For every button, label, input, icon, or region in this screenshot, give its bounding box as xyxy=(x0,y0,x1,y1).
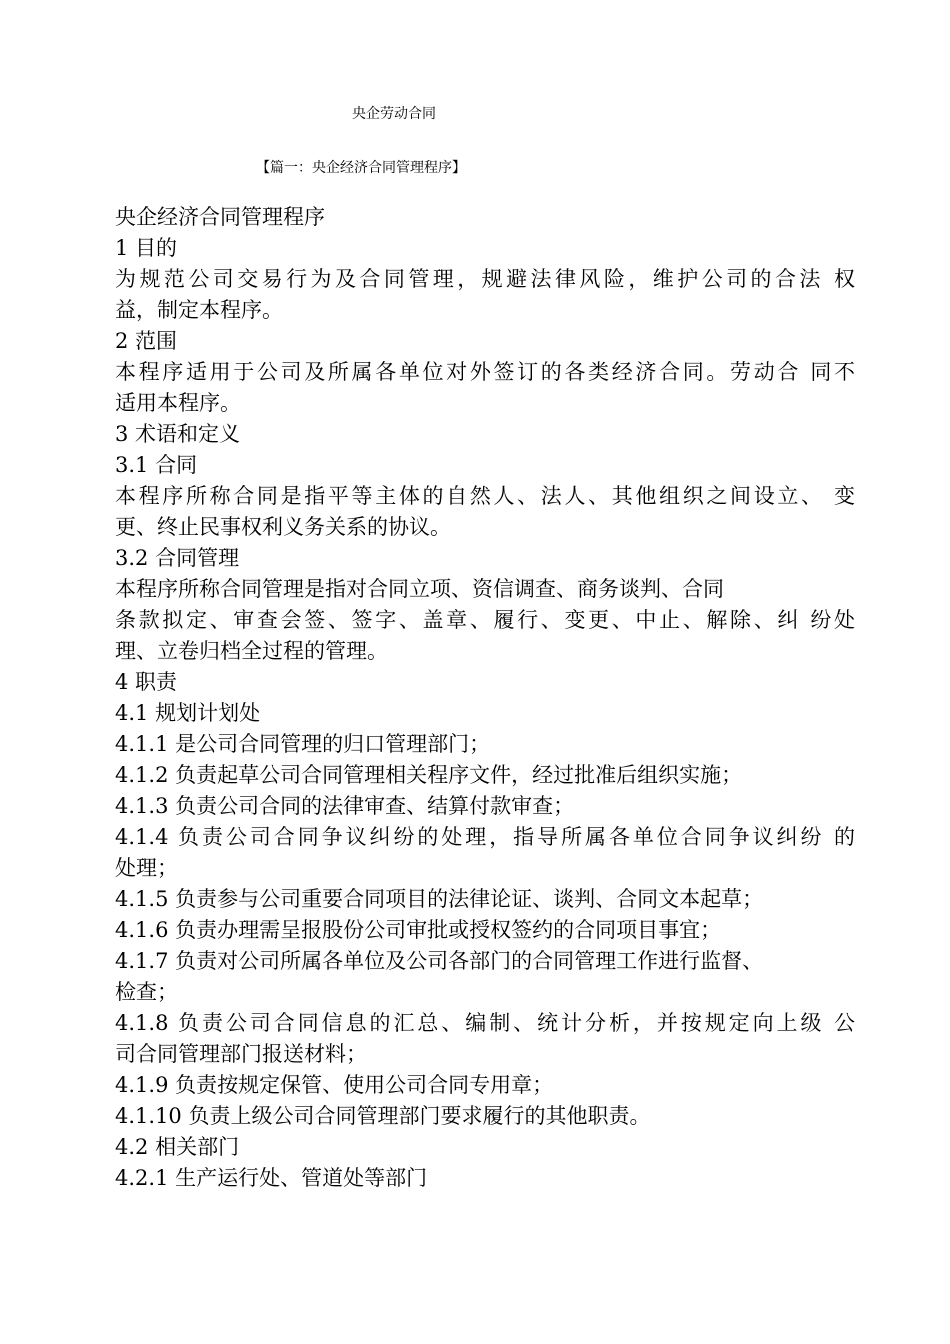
text-line: 益，制定本程序。 xyxy=(115,298,283,322)
text-line: 4.1 规划计划处 xyxy=(115,701,261,725)
text-line: 4 职责 xyxy=(115,670,178,694)
text-line: 4.1.8 负责公司合同信息的汇总、编制、统计分析，并按规定向上级 公 xyxy=(115,1011,855,1035)
text-line: 2 范围 xyxy=(115,329,178,353)
text-line: 4.1.9 负责按规定保管、使用公司合同专用章； xyxy=(115,1073,554,1097)
text-line: 条款拟定、审查会签、签字、盖章、履行、变更、中止、解除、纠 纷处 xyxy=(115,608,855,632)
text-line: 司合同管理部门报送材料； xyxy=(115,1042,367,1066)
text-line: 1 目的 xyxy=(115,236,178,260)
text-line: 4.1.4 负责公司合同争议纠纷的处理，指导所属各单位合同争议纠纷 的 xyxy=(115,825,855,849)
text-line: 3.2 合同管理 xyxy=(115,546,240,570)
text-line: 4.2 相关部门 xyxy=(115,1135,240,1159)
text-line: 处理； xyxy=(115,856,178,880)
text-line: 4.1.5 负责参与公司重要合同项目的法律论证、谈判、合同文本起草； xyxy=(115,887,764,911)
text-line: 本程序所称合同管理是指对合同立项、资信调查、商务谈判、合同 xyxy=(115,577,724,601)
text-line: 4.1.7 负责对公司所属各单位及公司各部门的合同管理工作进行监督、 xyxy=(115,949,764,973)
text-line: 4.1.10 负责上级公司合同管理部门要求履行的其他职责。 xyxy=(115,1104,651,1128)
document-body xyxy=(115,202,855,1194)
text-line: 3.1 合同 xyxy=(115,453,198,477)
section-title: 【篇一：央企经济合同管理程序】 xyxy=(256,160,466,176)
text-line: 4.2.1 生产运行处、管道处等部门 xyxy=(115,1166,428,1190)
text-line: 4.1.3 负责公司合同的法律审查、结算付款审查； xyxy=(115,794,575,818)
text-line: 检查； xyxy=(115,980,178,1004)
text-line: 4.1.2 负责起草公司合同管理相关程序文件，经过批准后组织实施； xyxy=(115,763,743,787)
text-line: 更、终止民事权利义务关系的协议。 xyxy=(115,515,451,539)
text-line: 本程序所称合同是指平等主体的自然人、法人、其他组织之间设立、 变 xyxy=(115,484,855,508)
text-line: 4.1.1 是公司合同管理的归口管理部门； xyxy=(115,732,491,756)
text-line: 适用本程序。 xyxy=(115,391,241,415)
text-line: 为规范公司交易行为及合同管理，规避法律风险，维护公司的合法 权 xyxy=(115,267,855,291)
text-line: 本程序适用于公司及所属各单位对外签订的各类经济合同。劳动合 同不 xyxy=(115,360,855,384)
text-line: 3 术语和定义 xyxy=(115,422,241,446)
text-line: 理、立卷归档全过程的管理。 xyxy=(115,639,388,663)
text-line: 央企经济合同管理程序 xyxy=(115,205,325,229)
document-title: 央企劳动合同 xyxy=(352,106,436,122)
text-line: 4.1.6 负责办理需呈报股份公司审批或授权签约的合同项目事宜； xyxy=(115,918,722,942)
